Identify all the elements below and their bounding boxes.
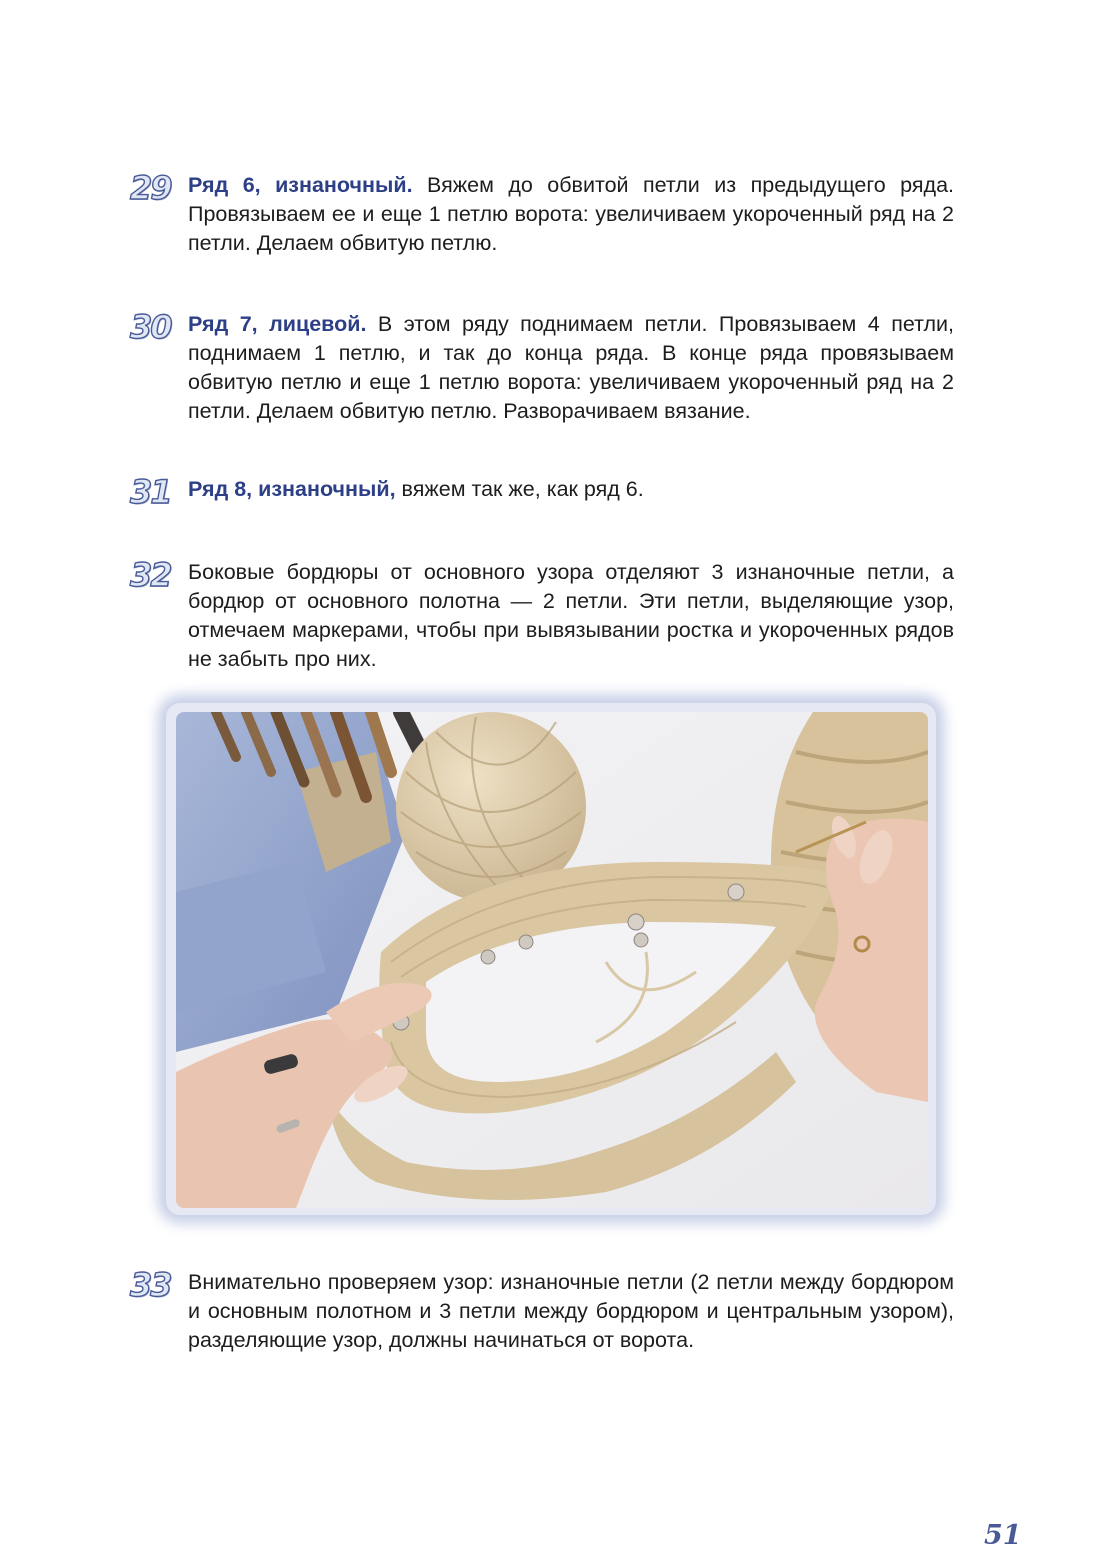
step-text xyxy=(188,171,954,258)
step-33 xyxy=(130,1268,954,1355)
step-32 xyxy=(130,558,954,674)
step-text xyxy=(188,475,954,504)
step-number: 29 xyxy=(130,169,171,207)
step-body: Вяжем до обвитой петли из предыдущего ряда. Провязываем ее и еще 1 петлю ворота: увеличиваем укороченный ряд на 2 петли. Делаем обвитую петлю. xyxy=(188,173,954,255)
knitting-photo xyxy=(176,712,928,1208)
step-body: В этом ряду поднимаем петли. Провязываем 4 петли, поднимаем 1 петлю, и так до конца ряда. В конце ряда провязываем обвитую петлю и еще 1 петлю ворота: увеличиваем укороченный ряд на 2 петли. Делаем обвитую петлю. Разворачиваем вязание. xyxy=(188,312,954,423)
step-number: 31 xyxy=(130,473,171,511)
step-text xyxy=(188,558,954,674)
page-number: 51 xyxy=(984,1520,1022,1551)
step-text xyxy=(188,1268,954,1355)
step-number: 30 xyxy=(130,308,171,346)
step-29 xyxy=(130,171,954,258)
step-body: Внимательно проверяем узор: изнаночные петли (2 петли между бордюром и основным полотном и 3 петли между бордюром и центральным узором), разделяющие узор, должны начинаться от ворота. xyxy=(188,1270,954,1352)
step-30 xyxy=(130,310,954,426)
step-number: 32 xyxy=(130,556,171,594)
step-body: Боковые бордюры от основного узора отделяют 3 изнаночные петли, а бордюр от основного полотна — 2 петли. Эти петли, выделяющие узор, отмечаем маркерами, чтобы при вывязывании ростка и укороченных рядов не забыть про них. xyxy=(188,560,954,671)
step-number: 33 xyxy=(130,1266,171,1304)
step-lead: Ряд 8, изнаночный, xyxy=(188,477,396,501)
step-text xyxy=(188,310,954,426)
step-31 xyxy=(130,473,954,511)
step-lead: Ряд 6, изнаночный. xyxy=(188,173,413,197)
step-body: вяжем так же, как ряд 6. xyxy=(395,477,644,501)
step-lead: Ряд 7, лицевой. xyxy=(188,312,367,336)
